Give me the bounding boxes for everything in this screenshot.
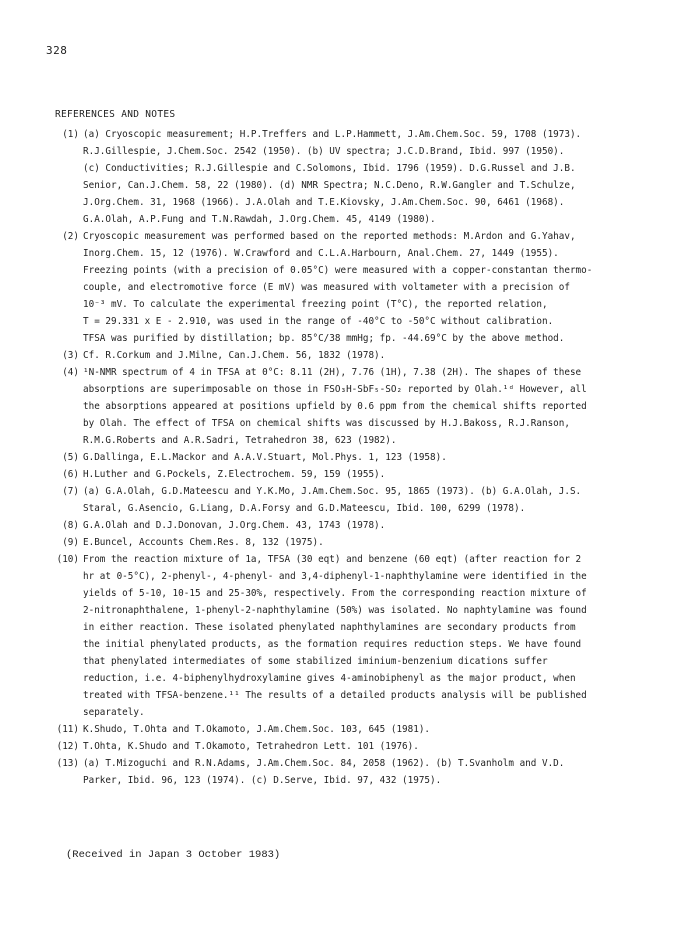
reference-line: From the reaction mixture of 1a, TFSA (30 eqt) and benzene (60 eqt) (after reaction for 2 bbox=[83, 554, 582, 565]
reference-line: (a) T.Mizoguchi and R.N.Adams, J.Am.Chem.Soc. 84, 2058 (1962). (b) T.Svanholm and V.D. bbox=[83, 758, 565, 769]
reference-item bbox=[34, 534, 654, 551]
reference-line: Freezing points (with a precision of 0.05°C) were measured with a copper-constantan thermo- bbox=[83, 265, 593, 276]
reference-line: G.A.Olah and D.J.Donovan, J.Org.Chem. 43, 1743 (1978). bbox=[83, 520, 386, 531]
page-number: 328 bbox=[46, 44, 68, 57]
reference-text bbox=[83, 721, 654, 738]
received-date: (Received in Japan 3 October 1983) bbox=[66, 849, 281, 861]
reference-line: Senior, Can.J.Chem. 58, 22 (1980). (d) NMR Spectra; N.C.Deno, R.W.Gangler and T.Schulze, bbox=[83, 180, 576, 191]
reference-line: ¹N-NMR spectrum of 4 in TFSA at 0°C: 8.11 (2H), 7.76 (1H), 7.38 (2H). The shapes of these bbox=[83, 367, 582, 378]
reference-line: by Olah. The effect of TFSA on chemical shifts was discussed by H.J.Bakoss, R.J.Ranson, bbox=[83, 418, 570, 429]
reference-text bbox=[83, 449, 654, 466]
references-heading: REFERENCES AND NOTES bbox=[55, 109, 176, 120]
reference-item bbox=[34, 721, 654, 738]
reference-line: Inorg.Chem. 15, 12 (1976). W.Crawford and C.L.A.Harbourn, Anal.Chem. 27, 1449 (1955). bbox=[83, 248, 559, 259]
reference-line: Cf. R.Corkum and J.Milne, Can.J.Chem. 56, 1832 (1978). bbox=[83, 350, 386, 361]
reference-line: in either reaction. These isolated phenylated naphthylamines are secondary products from bbox=[83, 622, 576, 633]
reference-number: (3) bbox=[62, 350, 79, 361]
references-list bbox=[34, 126, 654, 789]
reference-line: treated with TFSA-benzene.¹¹ The results of a detailed products analysis will be published bbox=[83, 690, 587, 701]
reference-line: J.Org.Chem. 31, 1968 (1966). J.A.Olah and T.E.Kiovsky, J.Am.Chem.Soc. 90, 6461 (1968). bbox=[83, 197, 565, 208]
reference-line: (a) Cryoscopic measurement; H.P.Treffers and L.P.Hammett, J.Am.Chem.Soc. 59, 1708 (1973). bbox=[83, 129, 582, 140]
reference-line: couple, and electromotive force (E mV) was measured with voltameter with a precision of bbox=[83, 282, 570, 293]
reference-line: R.J.Gillespie, J.Chem.Soc. 2542 (1950). (b) UV spectra; J.C.D.Brand, Ibid. 997 (1950). bbox=[83, 146, 565, 157]
reference-line: 10⁻³ mV. To calculate the experimental freezing point (T°C), the reported relation, bbox=[83, 299, 548, 310]
reference-item bbox=[34, 347, 654, 364]
reference-item bbox=[34, 517, 654, 534]
reference-number: (13) bbox=[56, 758, 79, 769]
reference-text bbox=[83, 228, 654, 347]
reference-number: (7) bbox=[62, 486, 79, 497]
reference-item bbox=[34, 738, 654, 755]
reference-number: (10) bbox=[56, 554, 79, 565]
reference-item bbox=[34, 364, 654, 449]
reference-line: reduction, i.e. 4-biphenylhydroxylamine gives 4-aminobiphenyl as the major product, when bbox=[83, 673, 576, 684]
reference-line: 2-nitronaphthalene, 1-phenyl-2-naphthylamine (50%) was isolated. No naphtylamine was found bbox=[83, 605, 587, 616]
reference-line: Cryoscopic measurement was performed based on the reported methods: M.Ardon and G.Yahav, bbox=[83, 231, 576, 242]
reference-line: G.Dallinga, E.L.Mackor and A.A.V.Stuart, Mol.Phys. 1, 123 (1958). bbox=[83, 452, 447, 463]
reference-text bbox=[83, 534, 654, 551]
reference-line: Parker, Ibid. 96, 123 (1974). (c) D.Serve, Ibid. 97, 432 (1975). bbox=[83, 775, 442, 786]
reference-line: TFSA was purified by distillation; bp. 85°C/38 mmHg; fp. -44.69°C by the above method. bbox=[83, 333, 565, 344]
reference-text bbox=[83, 483, 654, 517]
reference-line: Staral, G.Asencio, G.Liang, D.A.Forsy and G.D.Mateescu, Ibid. 100, 6299 (1978). bbox=[83, 503, 526, 514]
reference-item bbox=[34, 126, 654, 228]
reference-text bbox=[83, 755, 654, 789]
reference-item bbox=[34, 483, 654, 517]
reference-line: the initial phenylated products, as the formation requires reduction steps. We have found bbox=[83, 639, 582, 650]
reference-line: G.A.Olah, A.P.Fung and T.N.Rawdah, J.Org.Chem. 45, 4149 (1980). bbox=[83, 214, 436, 225]
reference-text bbox=[83, 738, 654, 755]
reference-number: (1) bbox=[62, 129, 79, 140]
reference-line: that phenylated intermediates of some stabilized iminium-benzenium dications suffer bbox=[83, 656, 548, 667]
reference-number: (11) bbox=[56, 724, 79, 735]
reference-line: T.Ohta, K.Shudo and T.Okamoto, Tetrahedron Lett. 101 (1976). bbox=[83, 741, 419, 752]
reference-line: R.M.G.Roberts and A.R.Sadri, Tetrahedron 38, 623 (1982). bbox=[83, 435, 397, 446]
reference-line: (a) G.A.Olah, G.D.Mateescu and Y.K.Mo, J.Am.Chem.Soc. 95, 1865 (1973). (b) G.A.Olah, J.S. bbox=[83, 486, 582, 497]
reference-line: hr at 0-5°C), 2-phenyl-, 4-phenyl- and 3,4-diphenyl-1-naphthylamine were identified in the bbox=[83, 571, 587, 582]
reference-item bbox=[34, 466, 654, 483]
reference-item bbox=[34, 228, 654, 347]
reference-number: (5) bbox=[62, 452, 79, 463]
reference-number: (9) bbox=[62, 537, 79, 548]
reference-text bbox=[83, 126, 654, 228]
reference-line: (c) Conductivities; R.J.Gillespie and C.Solomons, Ibid. 1796 (1959). D.G.Russel and J.B. bbox=[83, 163, 576, 174]
reference-item bbox=[34, 551, 654, 721]
reference-line: yields of 5-10, 10-15 and 25-30%, respectively. From the corresponding reaction mixture of bbox=[83, 588, 587, 599]
reference-number: (6) bbox=[62, 469, 79, 480]
reference-line: T = 29.331 x E - 2.910, was used in the range of -40°C to -50°C without calibration. bbox=[83, 316, 554, 327]
reference-line: E.Buncel, Accounts Chem.Res. 8, 132 (1975). bbox=[83, 537, 324, 548]
reference-text bbox=[83, 551, 654, 721]
reference-line: K.Shudo, T.Ohta and T.Okamoto, J.Am.Chem.Soc. 103, 645 (1981). bbox=[83, 724, 431, 735]
reference-line: separately. bbox=[83, 707, 145, 718]
reference-text bbox=[83, 364, 654, 449]
reference-number: (8) bbox=[62, 520, 79, 531]
reference-line: H.Luther and G.Pockels, Z.Electrochem. 59, 159 (1955). bbox=[83, 469, 386, 480]
reference-text bbox=[83, 347, 654, 364]
reference-number: (12) bbox=[56, 741, 79, 752]
reference-text bbox=[83, 466, 654, 483]
reference-number: (4) bbox=[62, 367, 79, 378]
reference-item bbox=[34, 755, 654, 789]
reference-item bbox=[34, 449, 654, 466]
reference-number: (2) bbox=[62, 231, 79, 242]
reference-line: the absorptions appeared at positions upfield by 0.6 ppm from the chemical shifts reported bbox=[83, 401, 587, 412]
reference-line: absorptions are superimposable on those in FSO₃H-SbF₅-SO₂ reported by Olah.¹ᵈ However, all bbox=[83, 384, 587, 395]
reference-text bbox=[83, 517, 654, 534]
